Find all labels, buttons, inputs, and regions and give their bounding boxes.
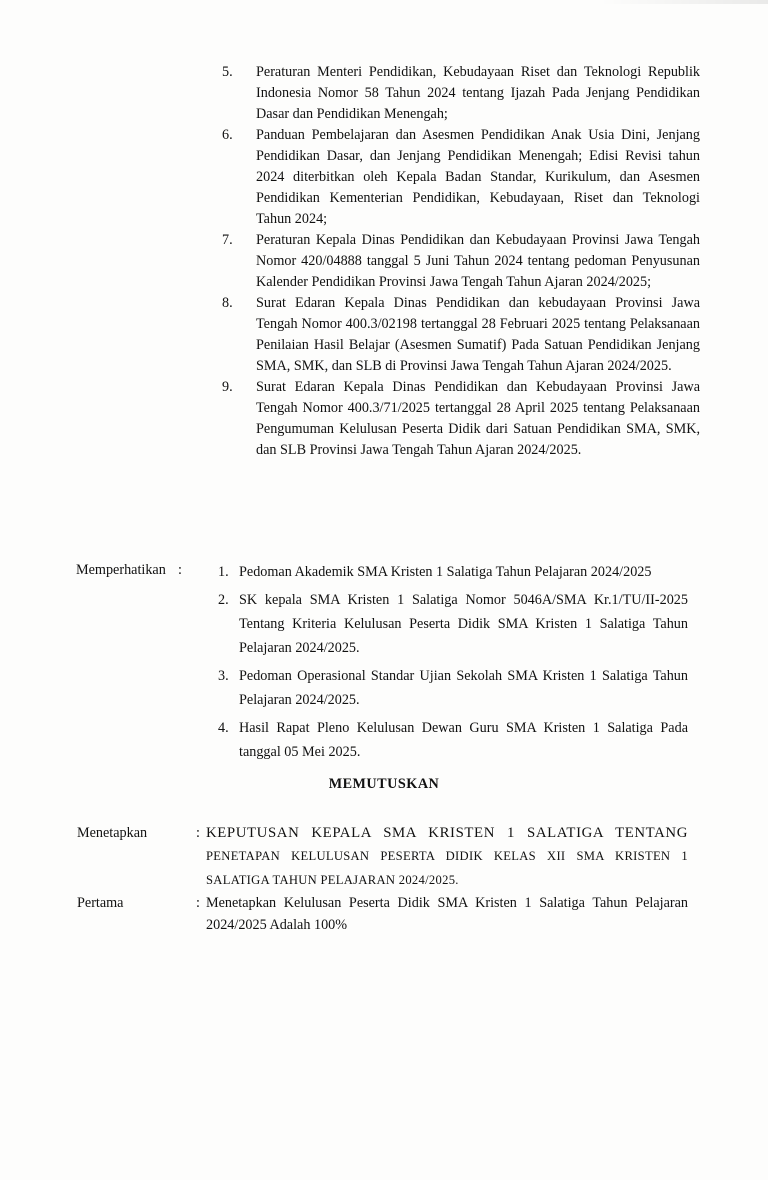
item-text: Hasil Rapat Pleno Kelulusan Dewan Guru SMA Kristen 1 Salatiga Pada tanggal 05 Mei 2025. — [239, 720, 688, 760]
decree-title-line: KEPUTUSAN KEPALA SMA KRISTEN 1 SALATIGA TENTANG — [206, 825, 688, 841]
item-number: 3. — [218, 668, 229, 684]
pertama-colon: : — [196, 895, 200, 911]
item-number: 4. — [218, 720, 229, 736]
list-item — [222, 62, 700, 125]
considerations-list — [222, 62, 700, 461]
item-text: Surat Edaran Kepala Dinas Pendidikan dan Kebudayaan Provinsi Jawa Tengah Nomor 400.3/71/2025 tertanggal 28 April 2025 tentang Pelaksanaan Pengumuman Kelulusan Peserta Didik dari Satuan Pendidikan SMA, SMK, dan SLB Provinsi Jawa Tengah Tahun Ajaran 2024/2025. — [256, 379, 700, 458]
item-number: 8. — [222, 295, 233, 311]
item-text: Peraturan Kepala Dinas Pendidikan dan Kebudayaan Provinsi Jawa Tengah Nomor 420/04888 tanggal 5 Juni Tahun 2024 tentang pedoman Penyusunan Kalender Pendidikan Provinsi Jawa Tengah Tahun Ajaran 2024/2025; — [256, 232, 700, 290]
memperhatikan-label: Memperhatikan — [76, 562, 166, 578]
item-number: 6. — [222, 127, 233, 143]
item-text: Pedoman Akademik SMA Kristen 1 Salatiga Tahun Pelajaran 2024/2025 — [239, 564, 652, 580]
item-text: Panduan Pembelajaran dan Asesmen Pendidikan Anak Usia Dini, Jenjang Pendidikan Dasar, dan Jenjang Pendidikan Menengah; Edisi Revisi tahun 2024 diterbitkan oleh Kepala Badan Standar, Kurikulum, dan Asesmen Pendidikan Kementerian Pendidikan, Kebudayaan, Riset dan Teknologi Tahun 2024; — [256, 127, 700, 227]
item-number: 9. — [222, 379, 233, 395]
section-heading: MEMUTUSKAN — [328, 776, 440, 792]
list-item — [218, 588, 688, 660]
item-text: Pedoman Operasional Standar Ujian Sekolah SMA Kristen 1 Salatiga Tahun Pelajaran 2024/2025. — [239, 668, 688, 708]
item-number: 7. — [222, 232, 233, 248]
memperhatikan-colon: : — [178, 562, 182, 578]
item-number: 1. — [218, 564, 229, 580]
pertama-value: Menetapkan Kelulusan Peserta Didik SMA Kristen 1 Salatiga Tahun Pelajaran 2024/2025 Adalah 100% — [206, 895, 688, 933]
menetapkan-label: Menetapkan — [77, 825, 148, 841]
list-item — [222, 293, 700, 377]
decree-title-rest: PENETAPAN KELULUSAN PESERTA DIDIK KELAS XII SMA KRISTEN 1 SALATIGA TAHUN PELAJARAN 2024/2025. — [206, 849, 688, 887]
scan-edge-shadow — [600, 0, 768, 4]
pertama-label: Pertama — [77, 895, 124, 911]
list-item — [222, 230, 700, 293]
menetapkan-value — [206, 822, 688, 892]
list-item — [222, 377, 700, 461]
list-item — [218, 664, 688, 712]
menetapkan-colon: : — [196, 825, 200, 841]
attention-list — [218, 560, 688, 768]
item-text: SK kepala SMA Kristen 1 Salatiga Nomor 5046A/SMA Kr.1/TU/II-2025 Tentang Kriteria Kelulusan Peserta Didik SMA Kristen 1 Salatiga Tahun Pelajaran 2024/2025. — [239, 592, 688, 656]
item-text: Peraturan Menteri Pendidikan, Kebudayaan Riset dan Teknologi Republik Indonesia Nomor 58 Tahun 2024 tentang Ijazah Pada Jenjang Pendidikan Dasar dan Pendidikan Menengah; — [256, 64, 700, 122]
list-item — [218, 560, 688, 584]
item-number: 5. — [222, 64, 233, 80]
list-item — [218, 716, 688, 764]
list-item — [222, 125, 700, 230]
item-number: 2. — [218, 592, 229, 608]
item-text: Surat Edaran Kepala Dinas Pendidikan dan kebudayaan Provinsi Jawa Tengah Nomor 400.3/02198 tertanggal 28 Februari 2025 tentang Pelaksanaan Penilaian Hasil Belajar (Asesmen Sumatif) Pada Satuan Pendidikan Jenjang SMA, SMK, dan SLB di Provinsi Jawa Tengah Tahun Ajaran 2024/2025. — [256, 295, 700, 374]
